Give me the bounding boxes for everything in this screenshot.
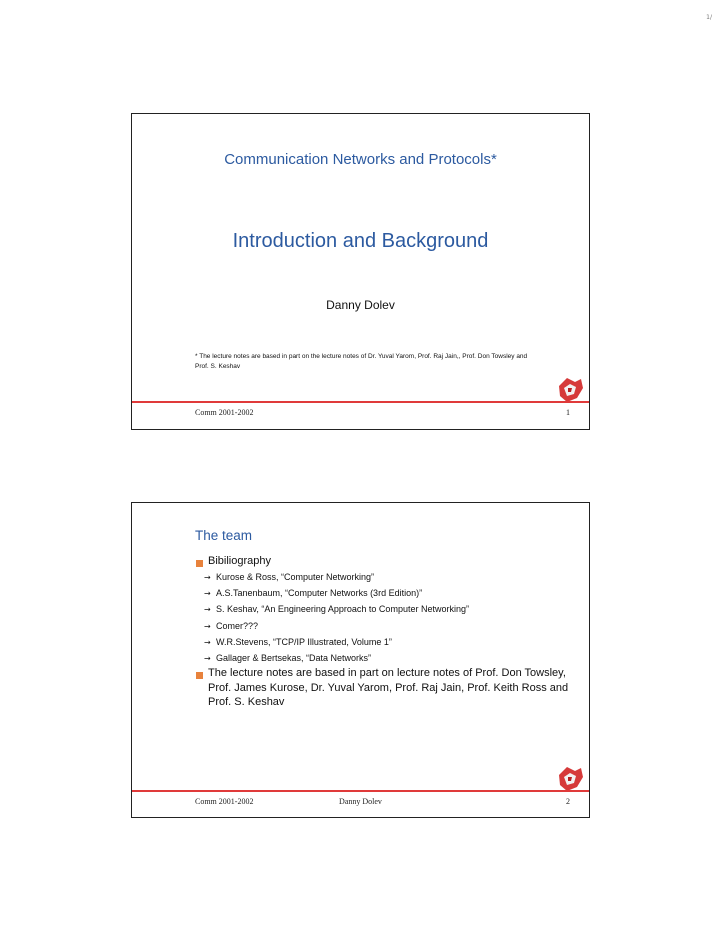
acknowledgement-text: The lecture notes are based in part on lecture notes of Prof. Don Towsley, Prof. James Kurose, Dr. Yuval Yarom, Prof. Raj Jain, Prof. Keith Ross and Prof. S. Keshav [208,667,569,708]
footer-course: Comm 2001-2002 [195,408,254,417]
list-item: → Comer??? [204,620,259,631]
slide-title: Introduction and Background [232,230,489,252]
slide-1 [131,113,590,430]
bullet-bibliography: Bibiliography [208,555,271,567]
bullet-square-icon [196,560,203,567]
red-crest-logo-icon [555,765,585,793]
right-arrow-icon: → [204,605,211,615]
footer-divider [132,401,589,403]
list-item: → W.R.Stevens, “TCP/IP Illustrated, Volume 1” [204,636,392,647]
bullet-square-icon [196,672,203,679]
author-name: Danny Dolev [326,298,395,312]
page-number: 2 [566,797,570,806]
list-item: → Kurose & Ross, “Computer Networking” [204,572,375,582]
page-corner-mark: 1/ [706,14,712,21]
right-arrow-icon: → [204,621,211,631]
bibliography-list [204,572,469,669]
list-item: → S. Keshav, “An Engineering Approach to Computer Networking” [204,604,469,615]
footer-divider [132,790,589,792]
course-title: Communication Networks and Protocols* [224,151,497,168]
list-item: → Gallager & Bertsekas, “Data Networks” [204,652,372,663]
right-arrow-icon: → [204,637,211,647]
right-arrow-icon: → [204,589,211,599]
right-arrow-icon: → [204,573,211,582]
page-number: 1 [566,408,570,417]
right-arrow-icon: → [204,653,211,663]
footer-author: Danny Dolev [339,797,382,806]
footnote: * The lecture notes are based in part on the lecture notes of Dr. Yuval Yarom, Prof. Raj Jain,, Prof. Don Towsley and Prof. S. Keshav [195,353,528,370]
slide-title: The team [195,528,253,543]
red-crest-logo-icon [555,376,585,404]
footer-course: Comm 2001-2002 [195,797,254,806]
list-item: → A.S.Tanenbaum, “Computer Networks (3rd Edition)” [204,588,423,599]
slide-2 [131,502,590,818]
